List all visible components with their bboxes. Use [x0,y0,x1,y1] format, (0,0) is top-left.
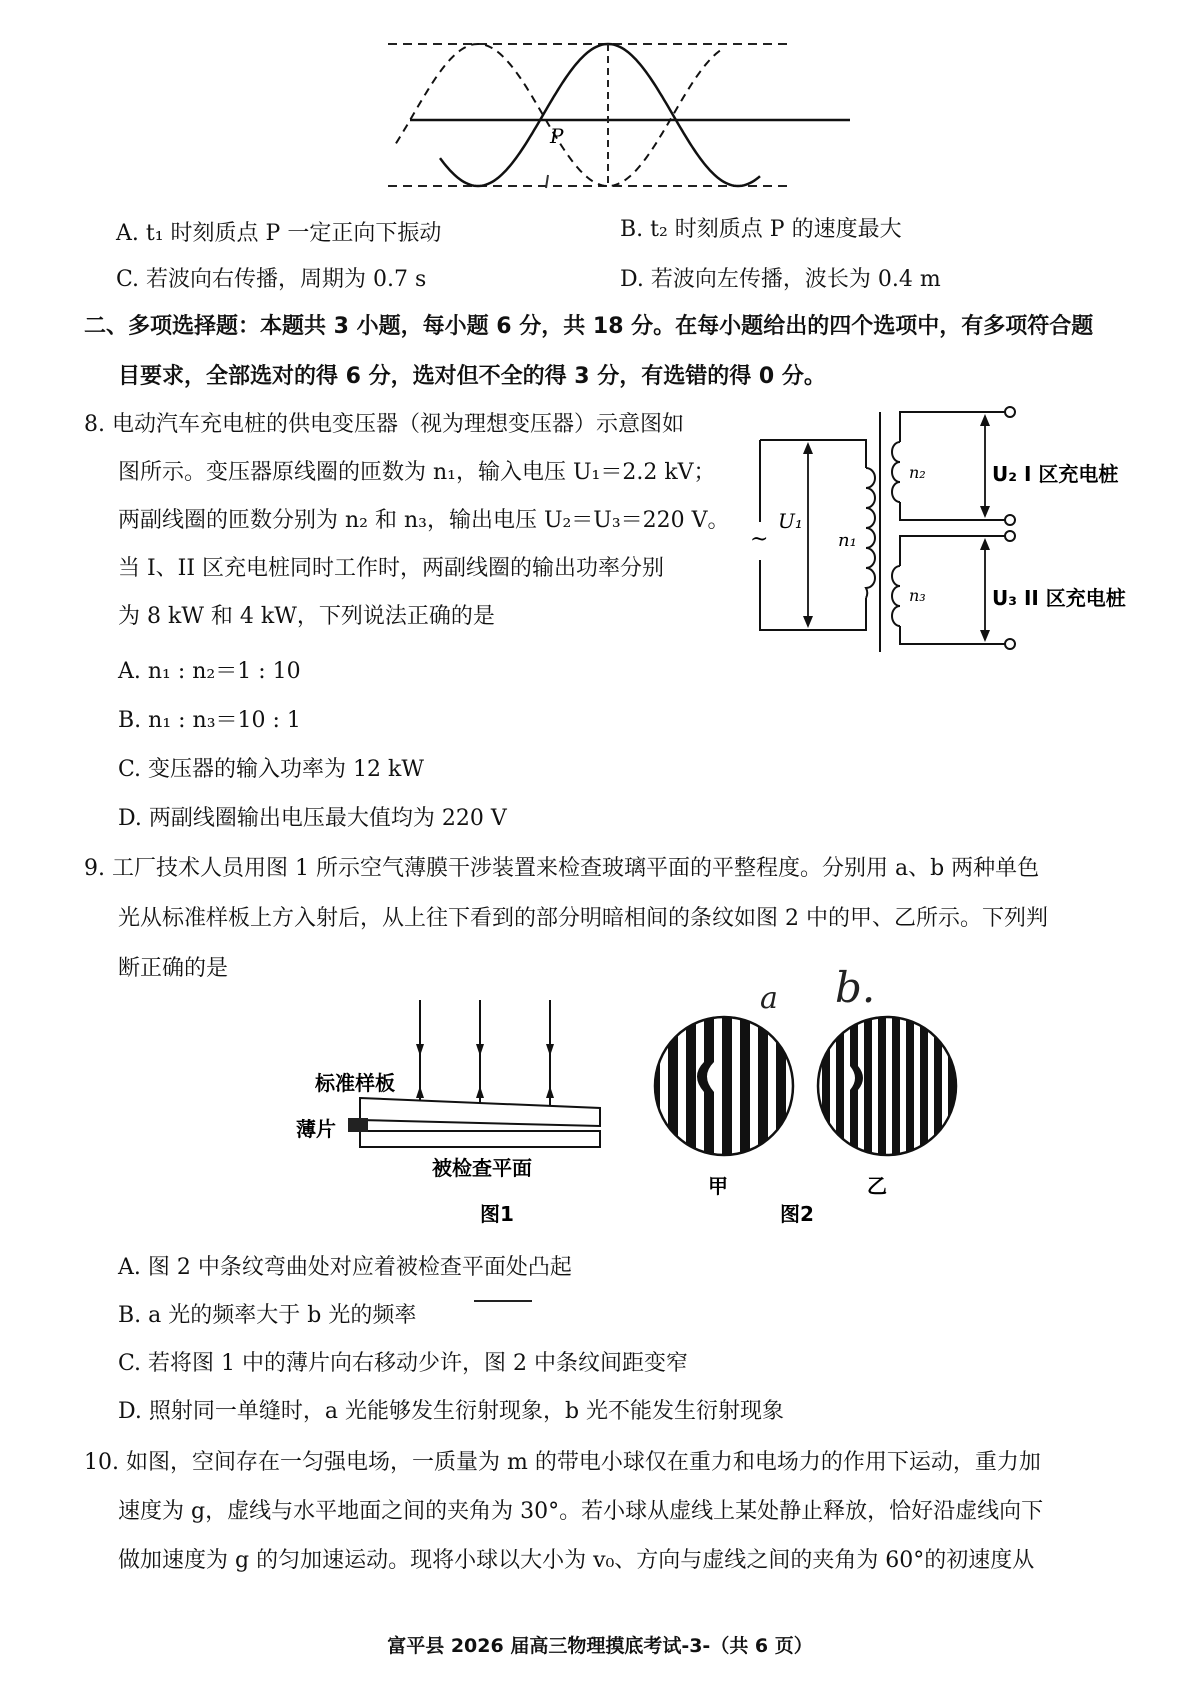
n2-label: n₂ [909,463,926,482]
section-2-heading: 二、多项选择题：本题共 3 小题，每小题 6 分，共 18 分。在每小题给出的四个选项中，有多项符合题 [84,314,1094,339]
q9-option-c: C. 若将图 1 中的薄片向右移动少许，图 2 中条纹间距变窄 [118,1351,689,1376]
point-p-label: P [550,124,564,148]
yi-label: 乙 [867,1174,887,1198]
reflected-ray-3-arrow [546,1086,554,1098]
q8-option-b: B. n₁ : n₃＝10 : 1 [118,708,301,733]
ac-source-symbol: ~ [750,527,769,552]
q7-option-c: C. 若波向右传播，周期为 0.7 s [116,267,427,292]
q8-option-c: C. 变压器的输入功率为 12 kW [118,757,424,782]
q9-option-a: A. 图 2 中条纹弯曲处对应着被检查平面处凸起 [118,1255,572,1280]
handwritten-a: a [760,981,778,1016]
q8-stem-line-2: 图所示。变压器原线圈的匝数为 n₁，输入电压 U₁＝2.2 kV； [118,460,716,485]
q8-stem-line-3: 两副线圈的匝数分别为 n₂ 和 n₃，输出电压 U₂＝U₃＝220 V。 [118,508,730,533]
figure-1-caption: 图1 [480,1202,514,1226]
q8-stem-line-1: 8. 电动汽车充电桩的供电变压器（视为理想变压器）示意图如 [84,412,684,437]
q9-stem-line-3: 断正确的是 [118,956,229,981]
q10-stem-line-1: 10. 如图，空间存在一匀强电场，一质量为 m 的带电小球仅在重力和电场力的作用下运动，重力加 [84,1450,1041,1475]
surface-label: 被检查平面 [432,1156,532,1180]
incident-ray-2-arrow [476,1044,484,1056]
shim [348,1118,368,1132]
q7-option-b: B. t₂ 时刻质点 P 的速度最大 [620,217,902,242]
output-2-label: U₃ II 区充电桩 [992,586,1126,610]
output-1-label: U₂ I 区充电桩 [992,462,1119,486]
q9-option-d: D. 照射同一单缝时，a 光能够发生衍射现象，b 光不能发生衍射现象 [118,1399,785,1424]
q8-stem-line-4: 当 I、II 区充电桩同时工作时，两副线圈的输出功率分别 [118,556,665,581]
q9-stem-line-1: 9. 工厂技术人员用图 1 所示空气薄膜干涉装置来检查玻璃平面的平整程度。分别用 a、b 两种单色 [84,856,1040,881]
q7-option-d: D. 若波向左传播，波长为 0.4 m [620,267,941,292]
standard-plate [360,1098,600,1126]
q9-stem-line-2: 光从标准样板上方入射后，从上往下看到的部分明暗相间的条纹如图 2 中的甲、乙所示。下列判 [118,906,1048,931]
q10-stem-line-2: 速度为 g，虚线与水平地面之间的夹角为 30°。若小球从虚线上某处静止释放，恰好沿虚线向下 [118,1499,1044,1524]
incident-ray-3-arrow [546,1044,554,1056]
q9-option-b: B. a 光的频率大于 b 光的频率 [118,1303,417,1328]
figure-2-caption: 图2 [780,1202,814,1226]
handwritten-b: b. [835,963,876,1012]
section-2-instructions: 目要求，全部选对的得 6 分，选对但不全的得 3 分，有选错的得 0 分。 [118,364,826,389]
n3-label: n₃ [909,586,926,605]
jia-label: 甲 [708,1174,728,1198]
reflected-ray-1-arrow [416,1086,424,1098]
shim-label: 薄片 [296,1117,336,1141]
q8-stem-line-5: 为 8 kW 和 4 kW，下列说法正确的是 [118,604,495,629]
incident-ray-1-arrow [416,1044,424,1056]
q10-stem-line-3: 做加速度为 g 的匀加速运动。现将小球以大小为 v₀、方向与虚线之间的夹角为 60°的初速度从 [118,1548,1035,1573]
inspected-surface [360,1131,600,1147]
reflected-ray-2-arrow [476,1086,484,1098]
plate-label: 标准样板 [315,1071,395,1095]
pen-stroke-mark [474,1300,532,1302]
u1-label: U₁ [778,509,803,533]
q8-option-d: D. 两副线圈输出电压最大值均为 220 V [118,806,507,831]
page-footer: 富平县 2026 届高三物理摸底考试-3-（共 6 页） [387,1635,813,1657]
q7-option-a: A. t₁ 时刻质点 P 一定正向下振动 [116,221,442,246]
n1-label: n₁ [838,530,857,551]
q8-option-a: A. n₁ : n₂＝1 : 10 [118,659,301,684]
